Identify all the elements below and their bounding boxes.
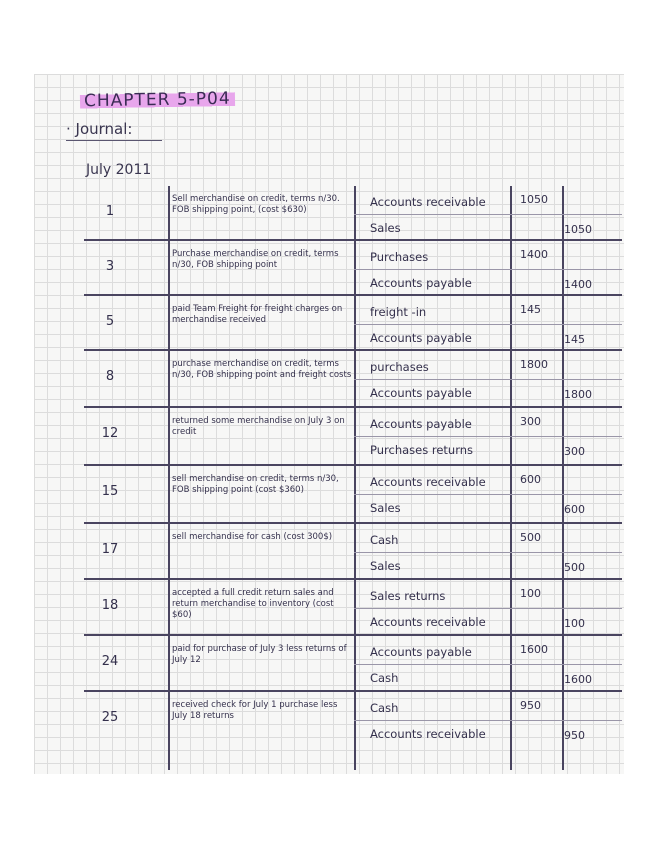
- entry-date: 5: [105, 314, 115, 329]
- entry-mid-rule: [354, 552, 622, 553]
- credit-amount: 1800: [564, 388, 592, 401]
- credit-account: Accounts payable: [370, 386, 472, 400]
- entry-description: Purchase merchandise on credit, terms n/30, FOB shipping point: [172, 249, 339, 270]
- credit-account: Purchases returns: [370, 443, 474, 457]
- credit-account: Sales: [370, 501, 401, 515]
- entry-mid-rule: [354, 379, 622, 380]
- journal-entry-row: [84, 580, 622, 636]
- debit-account: Accounts receivable: [370, 195, 486, 209]
- debit-amount: 100: [520, 587, 541, 600]
- credit-amount: 1600: [564, 673, 592, 686]
- entry-date: 24: [101, 654, 119, 669]
- journal-entry-row: [84, 524, 622, 580]
- credit-amount: 145: [564, 333, 585, 346]
- entry-description: accepted a full credit return sales and return merchandise to inventory (cost $60): [172, 588, 334, 620]
- credit-amount: 1400: [564, 278, 592, 291]
- credit-account: Sales: [370, 221, 401, 235]
- credit-account: Accounts receivable: [370, 615, 486, 629]
- entry-mid-rule: [354, 214, 622, 215]
- debit-amount: 1050: [520, 193, 548, 206]
- page-title: CHAPTER 5-P04: [80, 89, 235, 112]
- journal-entry-row: [84, 186, 622, 242]
- entry-mid-rule: [354, 494, 622, 495]
- credit-account: Sales: [370, 559, 401, 573]
- entry-description: sell merchandise on credit, terms n/30, FOB shipping point (cost $360): [172, 474, 339, 495]
- journal-entry-row: [84, 296, 622, 352]
- debit-account: Purchases: [370, 250, 429, 264]
- entry-date: 15: [101, 484, 119, 499]
- credit-amount: 1050: [564, 223, 592, 236]
- journal-table: [84, 186, 622, 770]
- entry-mid-rule: [354, 664, 622, 665]
- debit-account: purchases: [370, 360, 429, 374]
- credit-amount: 500: [564, 561, 585, 574]
- debit-amount: 600: [520, 473, 541, 486]
- entry-description: returned some merchandise on July 3 on credit: [172, 416, 345, 437]
- entry-mid-rule: [354, 720, 622, 721]
- debit-account: Sales returns: [370, 589, 446, 603]
- credit-amount: 600: [564, 503, 585, 516]
- credit-account: Cash: [370, 671, 399, 685]
- entry-description: paid for purchase of July 3 less returns of July 12: [172, 644, 347, 665]
- entry-date: 3: [105, 259, 115, 274]
- journal-entry-row: [84, 692, 622, 748]
- journal-entry-row: [84, 466, 622, 522]
- journal-heading: · Journal:: [66, 120, 133, 138]
- debit-amount: 1600: [520, 643, 548, 656]
- debit-account: Accounts payable: [370, 645, 472, 659]
- entry-date: 1: [105, 204, 115, 219]
- entry-description: Sell merchandise on credit, terms n/30. FOB shipping point, (cost $630): [172, 194, 340, 215]
- entry-description: sell merchandise for cash (cost 300$): [172, 532, 333, 542]
- journal-entry-row: [84, 241, 622, 297]
- credit-account: Accounts payable: [370, 276, 472, 290]
- entry-mid-rule: [354, 324, 622, 325]
- debit-account: Accounts receivable: [370, 475, 486, 489]
- debit-amount: 950: [520, 699, 541, 712]
- entry-date: 17: [101, 542, 119, 557]
- debit-account: Cash: [370, 533, 399, 547]
- heading-underline: [66, 140, 162, 141]
- journal-entry-row: [84, 408, 622, 464]
- debit-amount: 1800: [520, 358, 548, 371]
- journal-period: July 2011: [86, 162, 152, 178]
- entry-mid-rule: [354, 269, 622, 270]
- debit-amount: 300: [520, 415, 541, 428]
- entry-date: 25: [101, 710, 119, 725]
- entry-mid-rule: [354, 608, 622, 609]
- journal-entry-row: [84, 636, 622, 692]
- credit-account: Accounts receivable: [370, 727, 486, 741]
- entry-description: purchase merchandise on credit, terms n/30, FOB shipping point and freight costs: [172, 359, 352, 380]
- entry-description: paid Team Freight for freight charges on merchandise received: [172, 304, 343, 325]
- debit-account: Cash: [370, 701, 399, 715]
- journal-entry-row: [84, 351, 622, 407]
- credit-amount: 100: [564, 617, 585, 630]
- entry-date: 18: [101, 598, 119, 613]
- entry-date: 8: [105, 369, 115, 384]
- debit-account: Accounts payable: [370, 417, 472, 431]
- credit-amount: 300: [564, 445, 585, 458]
- debit-amount: 1400: [520, 248, 548, 261]
- debit-amount: 145: [520, 303, 541, 316]
- credit-account: Accounts payable: [370, 331, 472, 345]
- entry-mid-rule: [354, 436, 622, 437]
- entry-date: 12: [101, 426, 119, 441]
- debit-account: freight -in: [370, 305, 427, 319]
- debit-amount: 500: [520, 531, 541, 544]
- credit-amount: 950: [564, 729, 585, 742]
- entry-description: received check for July 1 purchase less July 18 returns: [172, 700, 338, 721]
